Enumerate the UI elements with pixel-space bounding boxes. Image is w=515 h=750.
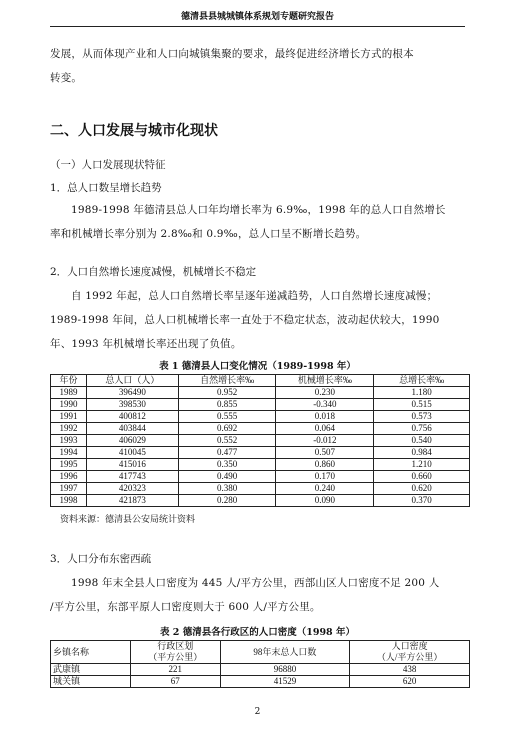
- section-heading: 二、人口发展与城市化现状: [50, 123, 218, 139]
- table-cell: 396490: [86, 387, 178, 399]
- table-cell: 96880: [220, 664, 350, 676]
- table-cell: 0.620: [374, 483, 470, 495]
- item-3-line-2: /平方公里，东部平原人口密度则大于 600 人/平方公里。: [50, 601, 321, 613]
- table-row: [51, 495, 470, 507]
- table-cell: 1994: [51, 447, 87, 459]
- table-row: [51, 435, 470, 447]
- table-cell: 1992: [51, 423, 87, 435]
- intro-line-2: 转变。: [50, 72, 83, 84]
- table-cell: 67: [130, 676, 220, 688]
- subsection-heading: （一）人口发展现状特征: [50, 159, 166, 171]
- column-header: 机械增长率‰: [276, 375, 374, 387]
- table-1-caption: 表 1 德清县人口变化情况（1989-1998 年）: [159, 361, 356, 372]
- table-cell: 0.240: [276, 483, 374, 495]
- column-header-line: （平方公里）: [148, 652, 203, 662]
- column-header: 年份: [51, 375, 87, 387]
- table-cell: 0.170: [276, 471, 374, 483]
- table-cell: 0.230: [276, 387, 374, 399]
- page-number: 2: [254, 707, 261, 717]
- table-cell: 1995: [51, 459, 87, 471]
- table-cell: 415016: [86, 459, 178, 471]
- table-cell: 1.210: [374, 459, 470, 471]
- item-1-paragraph: [50, 198, 468, 246]
- item-1-heading: 1．总人口数呈增长趋势: [50, 182, 162, 194]
- column-header-line: 98年末总人口数: [253, 646, 317, 657]
- table-cell: 1993: [51, 435, 87, 447]
- intro-paragraph: [50, 42, 468, 90]
- table-cell: 620: [350, 676, 470, 688]
- table-cell: 0.090: [276, 495, 374, 507]
- table-cell: 403844: [86, 423, 178, 435]
- item-2-line-2: 1989-1998 年间，总人口机械增长率一直处于不稳定状态，波动起伏较大，1990: [50, 314, 440, 326]
- table-row: [51, 459, 470, 471]
- table-cell: 0.064: [276, 423, 374, 435]
- item-2-paragraph: [50, 284, 468, 356]
- table-cell: 0.660: [374, 471, 470, 483]
- column-header: 总人口（人）: [86, 375, 178, 387]
- population-change-table: [50, 374, 470, 507]
- table-1-body: [51, 387, 470, 507]
- item-1-line-1: 1989-1998 年德清县总人口年均增长率为 6.9‰，1998 年的总人口自然增长: [71, 204, 446, 216]
- table-cell: 0.555: [178, 411, 276, 423]
- table-cell: 0.855: [178, 399, 276, 411]
- table-cell: 0.507: [276, 447, 374, 459]
- table-cell: 0.573: [374, 411, 470, 423]
- table-cell: 0.952: [178, 387, 276, 399]
- table-cell: 1996: [51, 471, 87, 483]
- table-cell: 0.477: [178, 447, 276, 459]
- running-header: 德清县县城城镇体系规划专题研究报告: [50, 10, 465, 27]
- item-3-line-1: 1998 年末全县人口密度为 445 人/平方公里，西部山区人口密度不足 200 人: [71, 577, 440, 589]
- table-cell: 400812: [86, 411, 178, 423]
- table-cell: 421873: [86, 495, 178, 507]
- column-header: [220, 641, 350, 664]
- table-cell: 0.515: [374, 399, 470, 411]
- table-cell: 城关镇: [51, 676, 131, 688]
- column-header-line: 乡镇名称: [53, 646, 90, 657]
- table-cell: 1.180: [374, 387, 470, 399]
- column-header: [130, 641, 220, 664]
- item-2-line-3: 年、1993 年机械增长率还出现了负值。: [50, 338, 242, 350]
- table-1-source: 资料来源：德清县公安局统计资料: [60, 515, 196, 525]
- table-2-caption: 表 2 德清县各行政区的人口密度（1998 年）: [160, 627, 355, 638]
- table-cell: 410045: [86, 447, 178, 459]
- item-2-heading: 2．人口自然增长速度减慢，机械增长不稳定: [50, 266, 257, 278]
- item-3-heading: 3．人口分布东密西疏: [50, 553, 152, 565]
- item-3-paragraph: [50, 571, 468, 619]
- table-cell: 1998: [51, 495, 87, 507]
- table-1-header-row: [51, 375, 470, 387]
- table-cell: 0.350: [178, 459, 276, 471]
- table-row: [51, 483, 470, 495]
- table-2-body: [51, 664, 470, 688]
- table-row: [51, 471, 470, 483]
- table-cell: 0.756: [374, 423, 470, 435]
- table-cell: -0.012: [276, 435, 374, 447]
- table-cell: 0.984: [374, 447, 470, 459]
- table-row: [51, 399, 470, 411]
- table-cell: 1991: [51, 411, 87, 423]
- table-cell: 406029: [86, 435, 178, 447]
- table-cell: 0.692: [178, 423, 276, 435]
- column-header-line: 人口密度: [391, 641, 428, 651]
- column-header: 总增长率‰: [374, 375, 470, 387]
- table-cell: 0.380: [178, 483, 276, 495]
- table-cell: 420323: [86, 483, 178, 495]
- table-cell: 0.370: [374, 495, 470, 507]
- table-cell: 398530: [86, 399, 178, 411]
- column-header: [51, 641, 131, 664]
- column-header: 自然增长率‰: [178, 375, 276, 387]
- intro-line-1: 发展，从而体现产业和人口向城镇集聚的要求，最终促进经济增长方式的根本: [50, 48, 414, 60]
- table-cell: -0.340: [276, 399, 374, 411]
- column-header-line: 行政区划: [157, 641, 194, 651]
- table-cell: 0.552: [178, 435, 276, 447]
- table-2-header-row: [51, 641, 470, 664]
- table-cell: 1989: [51, 387, 87, 399]
- table-cell: 41529: [220, 676, 350, 688]
- table-cell: 1990: [51, 399, 87, 411]
- table-cell: 0.860: [276, 459, 374, 471]
- table-cell: 438: [350, 664, 470, 676]
- item-1-line-2: 率和机械增长率分别为 2.8‰和 0.9‰，总人口呈不断增长趋势。: [50, 228, 367, 240]
- table-row: [51, 676, 470, 688]
- table-cell: 0.540: [374, 435, 470, 447]
- table-cell: 武康镇: [51, 664, 131, 676]
- table-cell: 221: [130, 664, 220, 676]
- table-row: [51, 447, 470, 459]
- table-cell: 1997: [51, 483, 87, 495]
- column-header: [350, 641, 470, 664]
- population-density-table: [50, 640, 470, 688]
- item-2-line-1: 自 1992 年起，总人口自然增长率呈逐年递减趋势，人口自然增长速度减慢；: [71, 290, 438, 302]
- table-cell: 417743: [86, 471, 178, 483]
- table-row: [51, 664, 470, 676]
- table-row: [51, 387, 470, 399]
- table-row: [51, 423, 470, 435]
- table-cell: 0.018: [276, 411, 374, 423]
- table-cell: 0.280: [178, 495, 276, 507]
- table-cell: 0.490: [178, 471, 276, 483]
- column-header-line: （人/平方公里）: [376, 652, 443, 662]
- table-row: [51, 411, 470, 423]
